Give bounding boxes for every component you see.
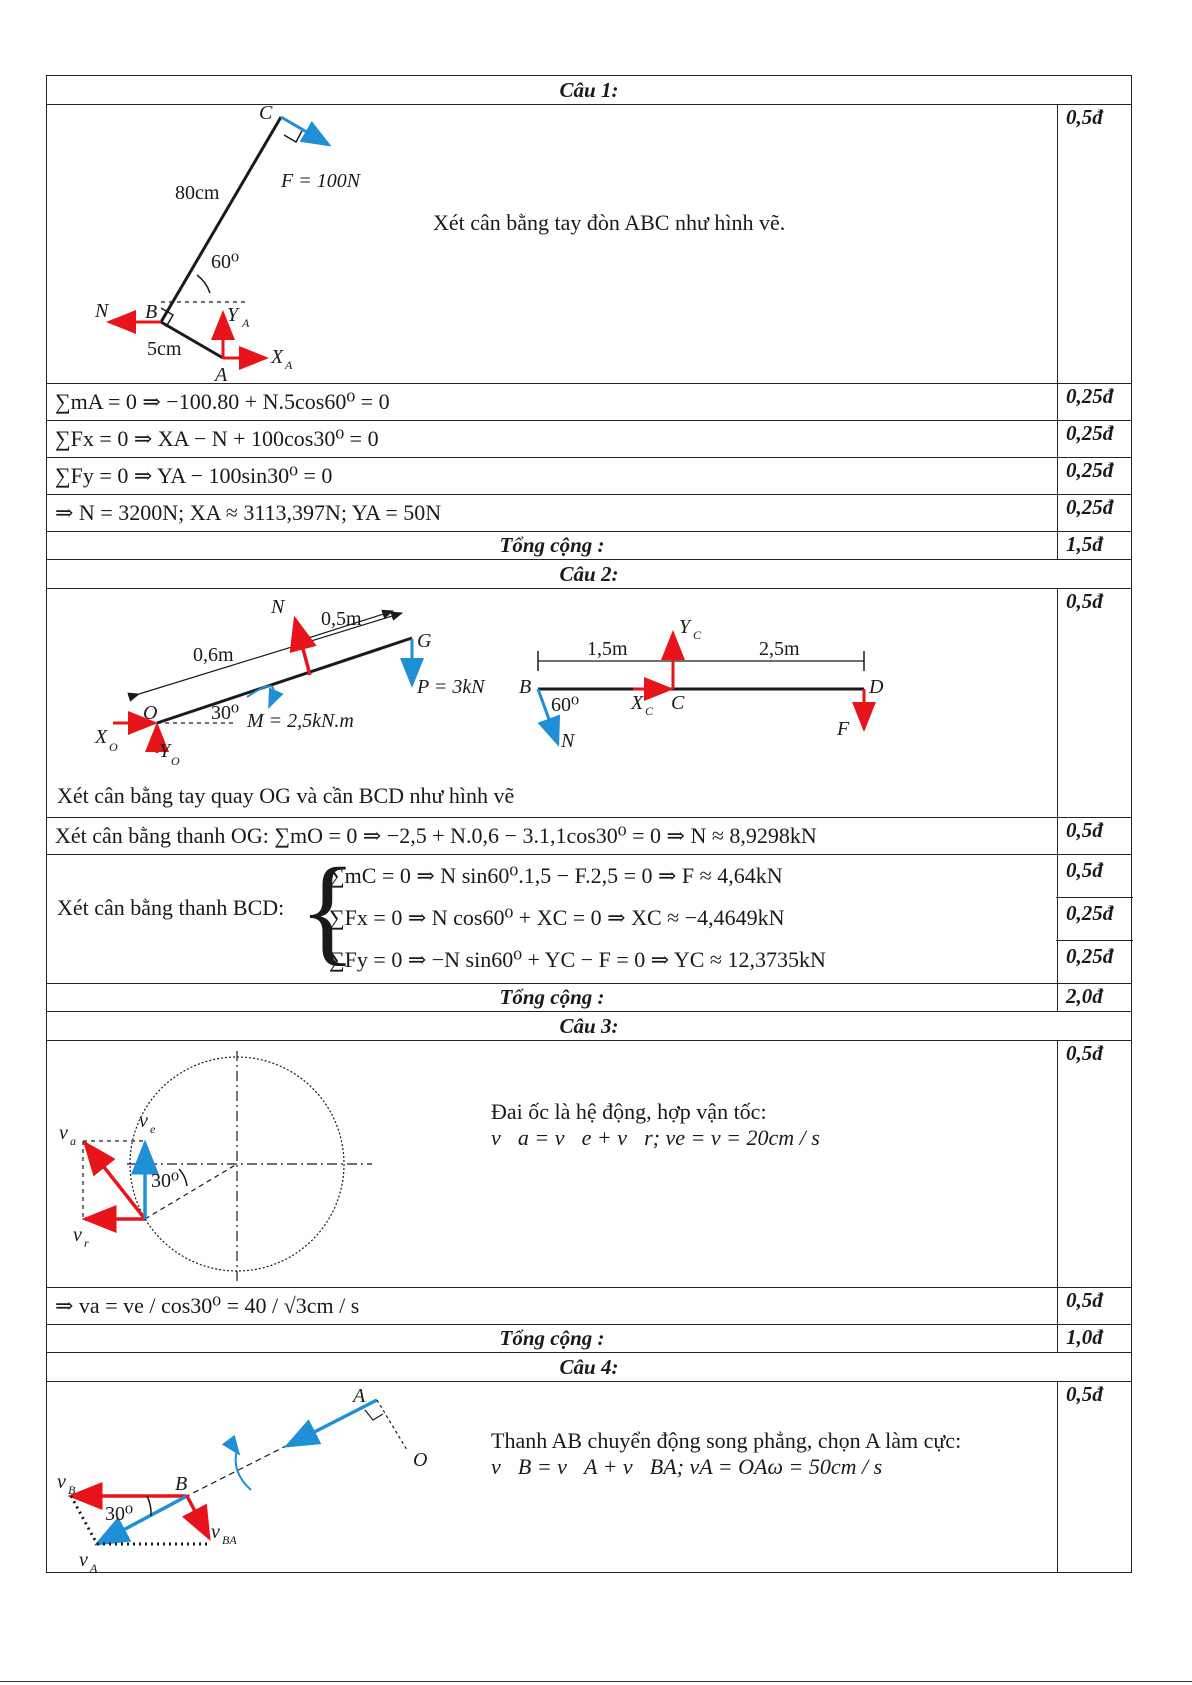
q3-total-points: 1,0đ — [1058, 1325, 1132, 1353]
q2-label-P: P = 3kN — [417, 676, 485, 698]
q1-result: ⇒ N = 3200N; XA ≈ 3113,397N; YA = 50N — [47, 495, 1058, 532]
q1-lever-diagram — [47, 102, 1047, 386]
q2-bcd-label: Xét cân bằng thanh BCD: — [57, 895, 285, 920]
q2-label-O: O — [143, 702, 158, 724]
q3-velocity-diagram — [47, 1041, 1047, 1287]
q2-label-25m: 2,5m — [759, 638, 800, 660]
q4-label-vA: v — [79, 1549, 88, 1571]
q2-label-angle60: 60⁰ — [551, 694, 580, 716]
q3-total-label: Tổng cộng : — [47, 1325, 1058, 1353]
q3-fig-points: 0,5đ — [1058, 1041, 1132, 1288]
q1-label-XA-sub: A — [285, 358, 293, 372]
q1-label-A: A — [215, 364, 228, 386]
q2-label-YC: Y — [679, 616, 691, 638]
q3-label-ve: v — [139, 1110, 148, 1132]
q2-label-YO: Y — [159, 740, 171, 762]
q1-eq3-points: 0,25đ — [1058, 458, 1132, 495]
q1-label-F: F = 100N — [281, 170, 361, 192]
q4-label-angle30: 30⁰ — [105, 1503, 134, 1525]
q1-equation-moment: ∑mA = 0 ⇒ −100.80 + N.5cos60⁰ = 0 — [47, 384, 1058, 421]
q2-fig-points: 0,5đ — [1058, 589, 1132, 818]
q1-label-5cm: 5cm — [147, 338, 182, 360]
q3-result-points: 0,5đ — [1058, 1288, 1132, 1325]
q2-label-XO: X — [95, 726, 108, 748]
q2-label-F: F — [837, 718, 850, 740]
q2-label-angle30: 30⁰ — [211, 702, 240, 724]
q2-og-equation: Xét cân bằng thanh OG: ∑mO = 0 ⇒ −2,5 + N.0,6 − 3.1,1cos30⁰ = 0 ⇒ N ≈ 8,9298kN — [47, 818, 1058, 855]
q1-label-YA-sub: A — [242, 316, 250, 330]
q4-label-vB-sub: B — [68, 1483, 76, 1497]
q2-bcd-cell — [47, 843, 1058, 984]
q2-bcd-eq-fx: ∑Fx = 0 ⇒ N cos60⁰ + XC = 0 ⇒ XC ≈ −4,4649kN — [329, 905, 785, 930]
q1-label-angle60: 60⁰ — [211, 251, 240, 273]
q2-total-label: Tổng cộng : — [47, 984, 1058, 1012]
q1-equation-fx: ∑Fx = 0 ⇒ XA − N + 100cos30⁰ = 0 — [47, 421, 1058, 458]
q4-label-vBA: v — [211, 1521, 220, 1543]
q4-description-line1: Thanh AB chuyển động song phẳng, chọn A làm cực: — [491, 1428, 962, 1453]
q2-description: Xét cân bằng tay quay OG và cần BCD như hình vẽ — [57, 783, 515, 808]
q1-heading: Câu 1: — [47, 76, 1132, 105]
q1-label-80cm: 80cm — [175, 182, 220, 204]
q2-label-N2: N — [561, 730, 575, 752]
q3-label-vr: v — [73, 1224, 82, 1246]
q2-label-G: G — [417, 630, 432, 652]
q1-total-points: 1,5đ — [1058, 532, 1132, 560]
q1-label-B: B — [145, 301, 158, 323]
q4-figure-cell — [47, 1382, 1058, 1573]
q2-bcd-eq2-points: 0,25đ — [1056, 898, 1133, 941]
q1-eq2-points: 0,25đ — [1058, 421, 1132, 458]
q4-heading: Câu 4: — [47, 1353, 1132, 1382]
q4-fig-points: 0,5đ — [1058, 1382, 1132, 1573]
q3-label-ve-sub: e — [150, 1122, 156, 1136]
q4-label-B: B — [175, 1473, 188, 1495]
q2-label-YO-sub: O — [171, 754, 180, 768]
q1-label-N: N — [95, 300, 109, 322]
page-bottom-rule — [0, 1681, 1192, 1682]
q2-label-05m: 0,5m — [321, 608, 362, 630]
q2-heading: Câu 2: — [47, 560, 1132, 589]
q1-eq1-points: 0,25đ — [1058, 384, 1132, 421]
q2-total-points: 2,0đ — [1058, 984, 1132, 1012]
q3-description — [491, 1099, 820, 1151]
q2-og-points: 0,5đ — [1058, 818, 1132, 855]
q1-label-YA: Y — [227, 304, 239, 326]
q2-bcd-eq-moment: ∑mC = 0 ⇒ N sin60⁰.1,5 − F.2,5 = 0 ⇒ F ≈ 4,64kN — [329, 863, 783, 888]
q4-label-O: O — [413, 1449, 428, 1471]
q1-figure-cell — [47, 102, 1058, 386]
q3-description-line2: v⃗a = v⃗e + v⃗r; ve = v = 20cm / s — [491, 1125, 820, 1150]
q3-label-angle30: 30⁰ — [151, 1170, 180, 1192]
q1-fig-points: 0,5đ — [1058, 105, 1132, 384]
q3-figure-cell — [47, 1041, 1058, 1288]
q2-bcd-eq-fy: ∑Fy = 0 ⇒ −N sin60⁰ + YC − F = 0 ⇒ YC ≈ 12,3735kN — [329, 947, 826, 972]
q2-bcd-points — [1058, 855, 1132, 984]
q2-label-C: C — [671, 692, 685, 714]
q4-description-line2: v⃗B = v⃗A + v⃗BA; vA = OAω = 50cm / s — [491, 1454, 883, 1479]
q3-label-va-sub: a — [70, 1134, 76, 1148]
q2-bcd-eq3-points: 0,25đ — [1066, 944, 1114, 968]
q2-label-XC: X — [631, 692, 644, 714]
q2-label-XC-sub: C — [645, 704, 654, 718]
q3-heading: Câu 3: — [47, 1012, 1132, 1041]
q4-label-vBA-sub: BA — [222, 1533, 237, 1547]
q3-result: ⇒ va = ve / cos30⁰ = 40 / √3cm / s — [47, 1288, 1058, 1325]
q1-label-C: C — [259, 102, 273, 124]
q3-label-va: v — [59, 1122, 68, 1144]
q2-bcd-eq1-points: 0,5đ — [1056, 855, 1133, 898]
q1-result-points: 0,25đ — [1058, 495, 1132, 532]
q2-label-YC-sub: C — [693, 628, 702, 642]
q2-label-D: D — [869, 676, 884, 698]
q2-label-15m: 1,5m — [587, 638, 628, 660]
q2-bcd-equations — [329, 855, 826, 981]
q3-description-line1: Đai ốc là hệ động, hợp vận tốc: — [491, 1099, 767, 1124]
q1-description: Xét cân bằng tay đòn ABC như hình vẽ. — [433, 210, 786, 235]
q2-label-XO-sub: O — [109, 740, 118, 754]
q2-label-N: N — [271, 596, 285, 618]
q2-label-M: M = 2,5kN.m — [247, 710, 354, 732]
q4-label-vA-sub: A — [90, 1561, 98, 1575]
q4-label-vB: v — [57, 1471, 66, 1493]
q2-label-06m: 0,6m — [193, 644, 234, 666]
q3-label-vr-sub: r — [84, 1236, 89, 1250]
q1-equation-fy: ∑Fy = 0 ⇒ YA − 100sin30⁰ = 0 — [47, 458, 1058, 495]
grading-table — [46, 75, 1132, 1573]
brace-icon: { — [299, 843, 357, 976]
q1-total-label: Tổng cộng : — [47, 532, 1058, 560]
q2-figure-cell — [47, 589, 1058, 818]
q4-description — [491, 1428, 961, 1480]
q4-label-A: A — [353, 1385, 366, 1407]
q1-label-XA: X — [271, 346, 284, 368]
q2-label-B: B — [519, 676, 532, 698]
